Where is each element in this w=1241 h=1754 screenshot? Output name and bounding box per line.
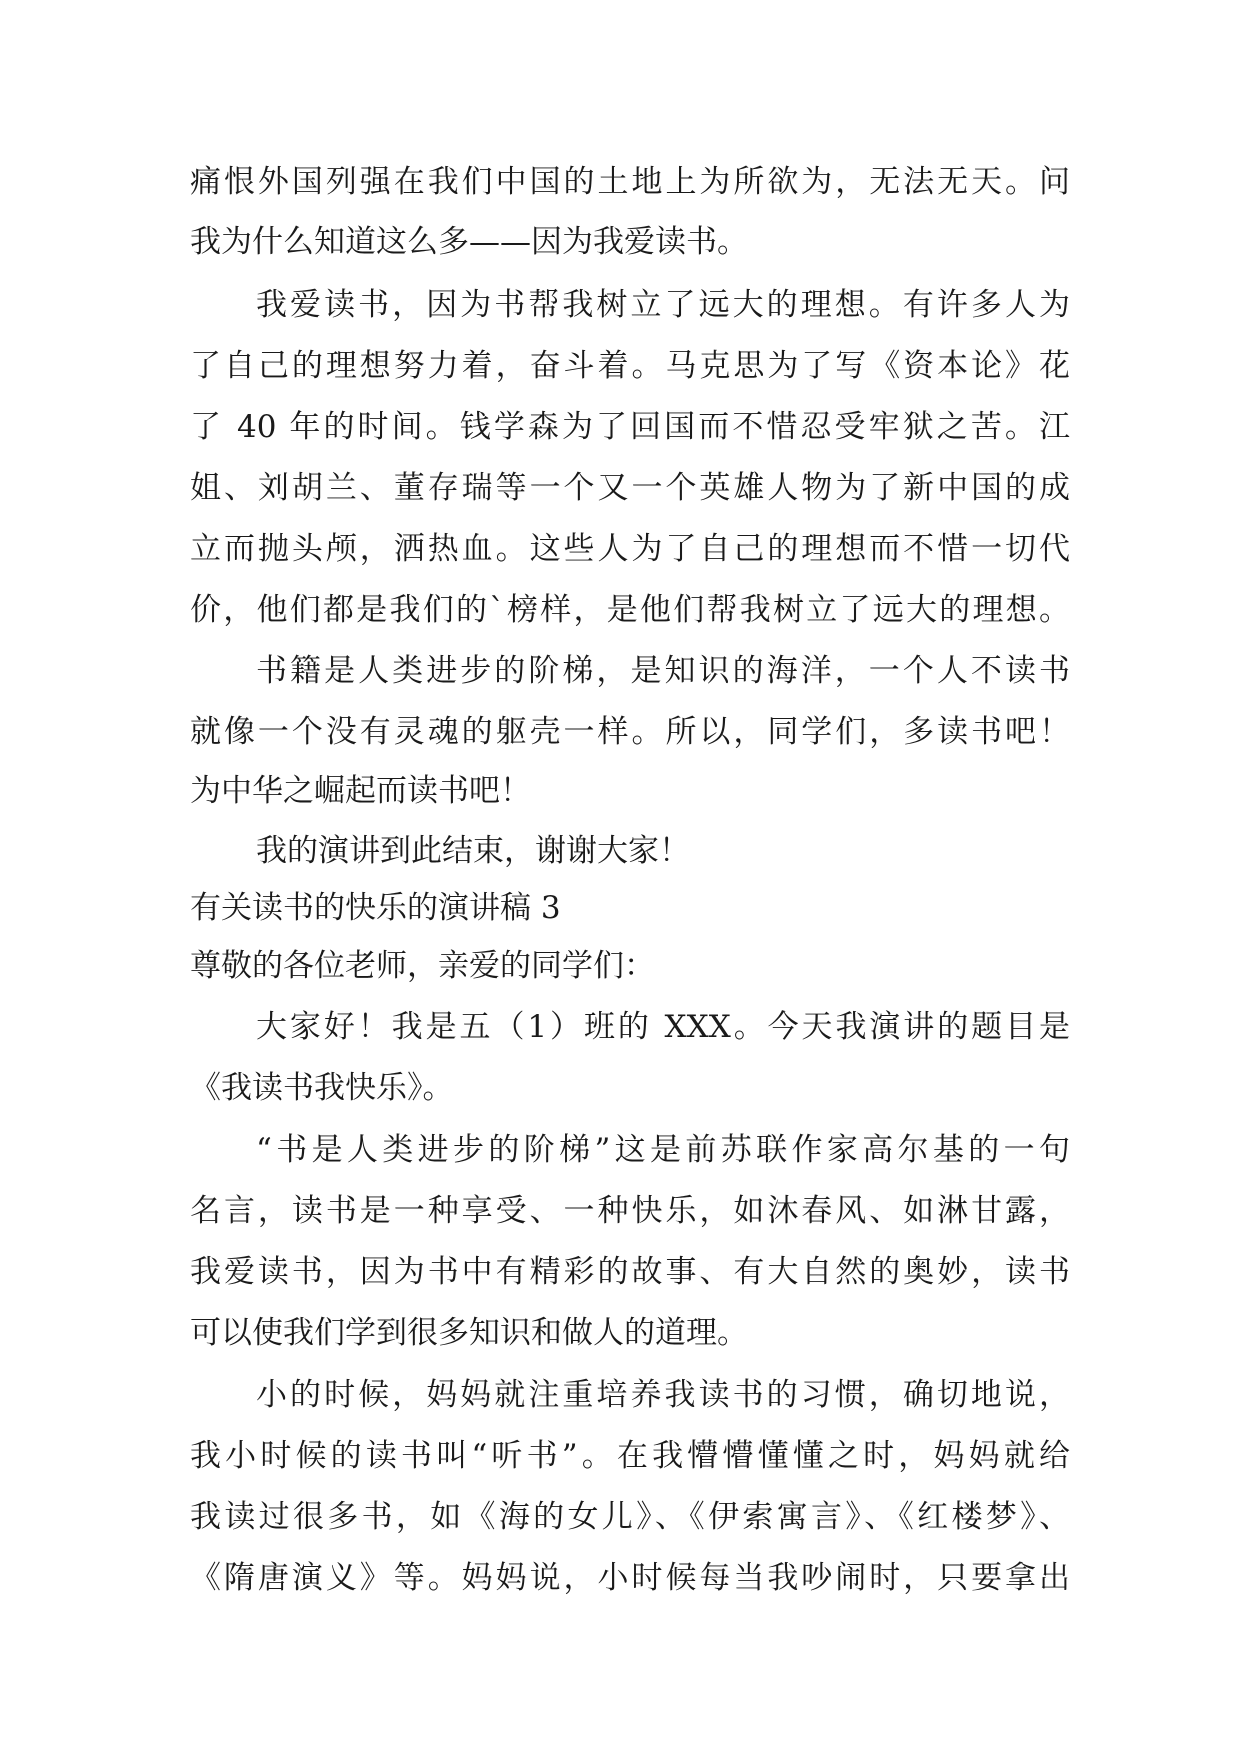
text-line: 我小时候的读书叫“听书”。在我懵懵懂懂之时，妈妈就给 xyxy=(190,1438,1070,1474)
text-line: 小的时候，妈妈就注重培养我读书的习惯，确切地说， xyxy=(256,1377,1070,1413)
text-line: 名言，读书是一种享受、一种快乐，如沐春风、如淋甘露， xyxy=(190,1193,1070,1229)
text-line: 我的演讲到此结束，谢谢大家！ xyxy=(256,833,690,869)
text-line: 《我读书我快乐》。 xyxy=(190,1070,454,1106)
text-line: 书籍是人类进步的阶梯，是知识的海洋，一个人不读书 xyxy=(256,653,1070,689)
text-line: 可以使我们学到很多知识和做人的道理。 xyxy=(190,1315,748,1351)
text-line: 我为什么知道这么多——因为我爱读书。 xyxy=(190,224,748,260)
text-line: 立而抛头颅，洒热血。这些人为了自己的理想而不惜一切代 xyxy=(190,531,1070,567)
text-line: 大家好！我是五（1）班的 XXX。今天我演讲的题目是 xyxy=(256,1009,1070,1045)
salutation: 尊敬的各位老师，亲爱的同学们： xyxy=(190,948,655,984)
text-line: 我爱读书，因为书中有精彩的故事、有大自然的奥妙，读书 xyxy=(190,1254,1070,1290)
text-line: 痛恨外国列强在我们中国的土地上为所欲为，无法无天。问 xyxy=(190,164,1070,200)
text-line: 了 40 年的时间。钱学森为了回国而不惜忍受牢狱之苦。江 xyxy=(190,409,1070,445)
text-line: 了自己的理想努力着，奋斗着。马克思为了写《资本论》花 xyxy=(190,348,1070,384)
text-line: 姐、刘胡兰、董存瑞等一个又一个英雄人物为了新中国的成 xyxy=(190,470,1070,506)
text-line: 为中华之崛起而读书吧！ xyxy=(190,773,531,809)
text-line: 《隋唐演义》等。妈妈说，小时候每当我吵闹时，只要拿出 xyxy=(190,1560,1070,1596)
text-line: 我读过很多书，如《海的女儿》、《伊索寓言》、《红楼梦》、 xyxy=(190,1499,1070,1535)
text-line: 我爱读书，因为书帮我树立了远大的理想。有许多人为 xyxy=(256,287,1070,323)
text-line: “书是人类进步的阶梯”这是前苏联作家高尔基的一句 xyxy=(256,1132,1070,1168)
text-line: 价，他们都是我们的`榜样，是他们帮我树立了远大的理想。 xyxy=(190,592,1070,628)
section-heading: 有关读书的快乐的演讲稿 3 xyxy=(190,890,561,926)
text-line: 就像一个没有灵魂的躯壳一样。所以，同学们，多读书吧！ xyxy=(190,714,1070,750)
